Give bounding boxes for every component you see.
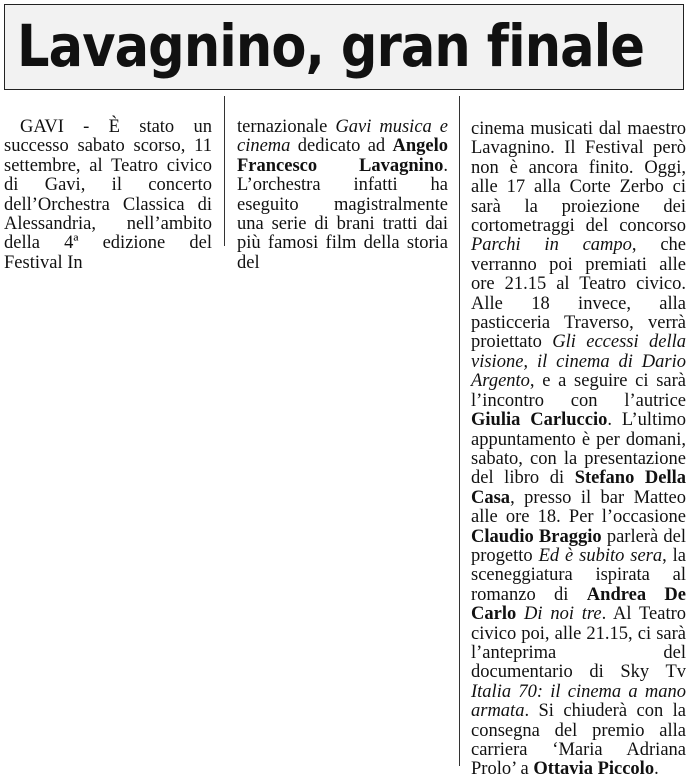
headline: Lavagnino, gran finale (17, 12, 645, 80)
text-run: . Al Teatro civico poi, alle 21.15, ci sarà l’anteprima del documentario di Sky Tv (471, 604, 686, 683)
article-column-3 (471, 120, 686, 780)
column-text (471, 120, 686, 780)
text-run: . (654, 759, 659, 780)
text-run: , che verranno poi premiati alle ore 21.15 al Teatro civico. Alle 18 invece, alla pasticceria Traverso, verrà proiettato (471, 235, 686, 353)
text-run: ternazionale (237, 117, 336, 137)
bold-text: Angelo Francesco Lavagnino (237, 136, 448, 176)
bold-text: Ottavia Piccolo (533, 759, 655, 780)
text-run: dedicato ad (290, 136, 393, 157)
bold-text: Claudio Braggio (471, 526, 602, 547)
column-text (237, 118, 448, 273)
italic-text: Di noi tre (524, 604, 602, 625)
italic-text: Parchi in campo (471, 235, 632, 256)
text-run: . L’ultimo appuntamento è per domani, sabato, con la presentazione del libro di (471, 410, 686, 489)
column-divider (224, 96, 225, 246)
column-divider (459, 96, 460, 766)
bold-text: Giulia Carluccio (471, 410, 608, 431)
italic-text: Gli eccessi della visione, il cinema di Dario Argento (471, 332, 686, 392)
bold-text: Stefano Della Casa (471, 468, 687, 508)
text-run: . Si chiuderà con la consegna del premio alla carriera ‘Maria Adriana Prolo’ a (471, 701, 686, 780)
text-run: , e a seguire ci sarà l’incontro con l’autrice (471, 371, 686, 411)
text-run: parlerà del progetto (471, 526, 686, 566)
text-run: GAVI - È stato un successo sabato scorso, 11 settembre, al Teatro civico di Gavi, il concerto dell’Orchestra Classica di Alessandria, nell’ambito della 4ª edizione del Festival In (4, 117, 212, 273)
italic-text: Gavi musica e cinema (237, 117, 448, 157)
text-run: , presso il bar Matteo alle ore 18. Per l’occasione (471, 487, 686, 528)
italic-text: Ed è subito sera (538, 545, 663, 566)
article-column-2 (237, 118, 448, 273)
text-run (516, 604, 524, 624)
article-column-1 (4, 118, 212, 273)
text-run: , la sceneggiatura ispirata al romanzo di (471, 545, 687, 605)
text-run: cinema musicati dal maestro Lavagnino. Il Festival però non è ancora finito. Oggi, alle 17 alla Corte Zerbo ci sarà la proiezione dei cortometraggi del concorso (471, 119, 686, 237)
column-text (4, 118, 212, 273)
bold-text: Andrea De Carlo (471, 584, 686, 625)
text-run: . L’orchestra infatti ha eseguito magistralmente una serie di brani tratti dai più famosi film della storia del (237, 155, 448, 273)
italic-text: Italia 70: il cinema a mano armata (471, 681, 686, 722)
headline-box (4, 4, 684, 90)
